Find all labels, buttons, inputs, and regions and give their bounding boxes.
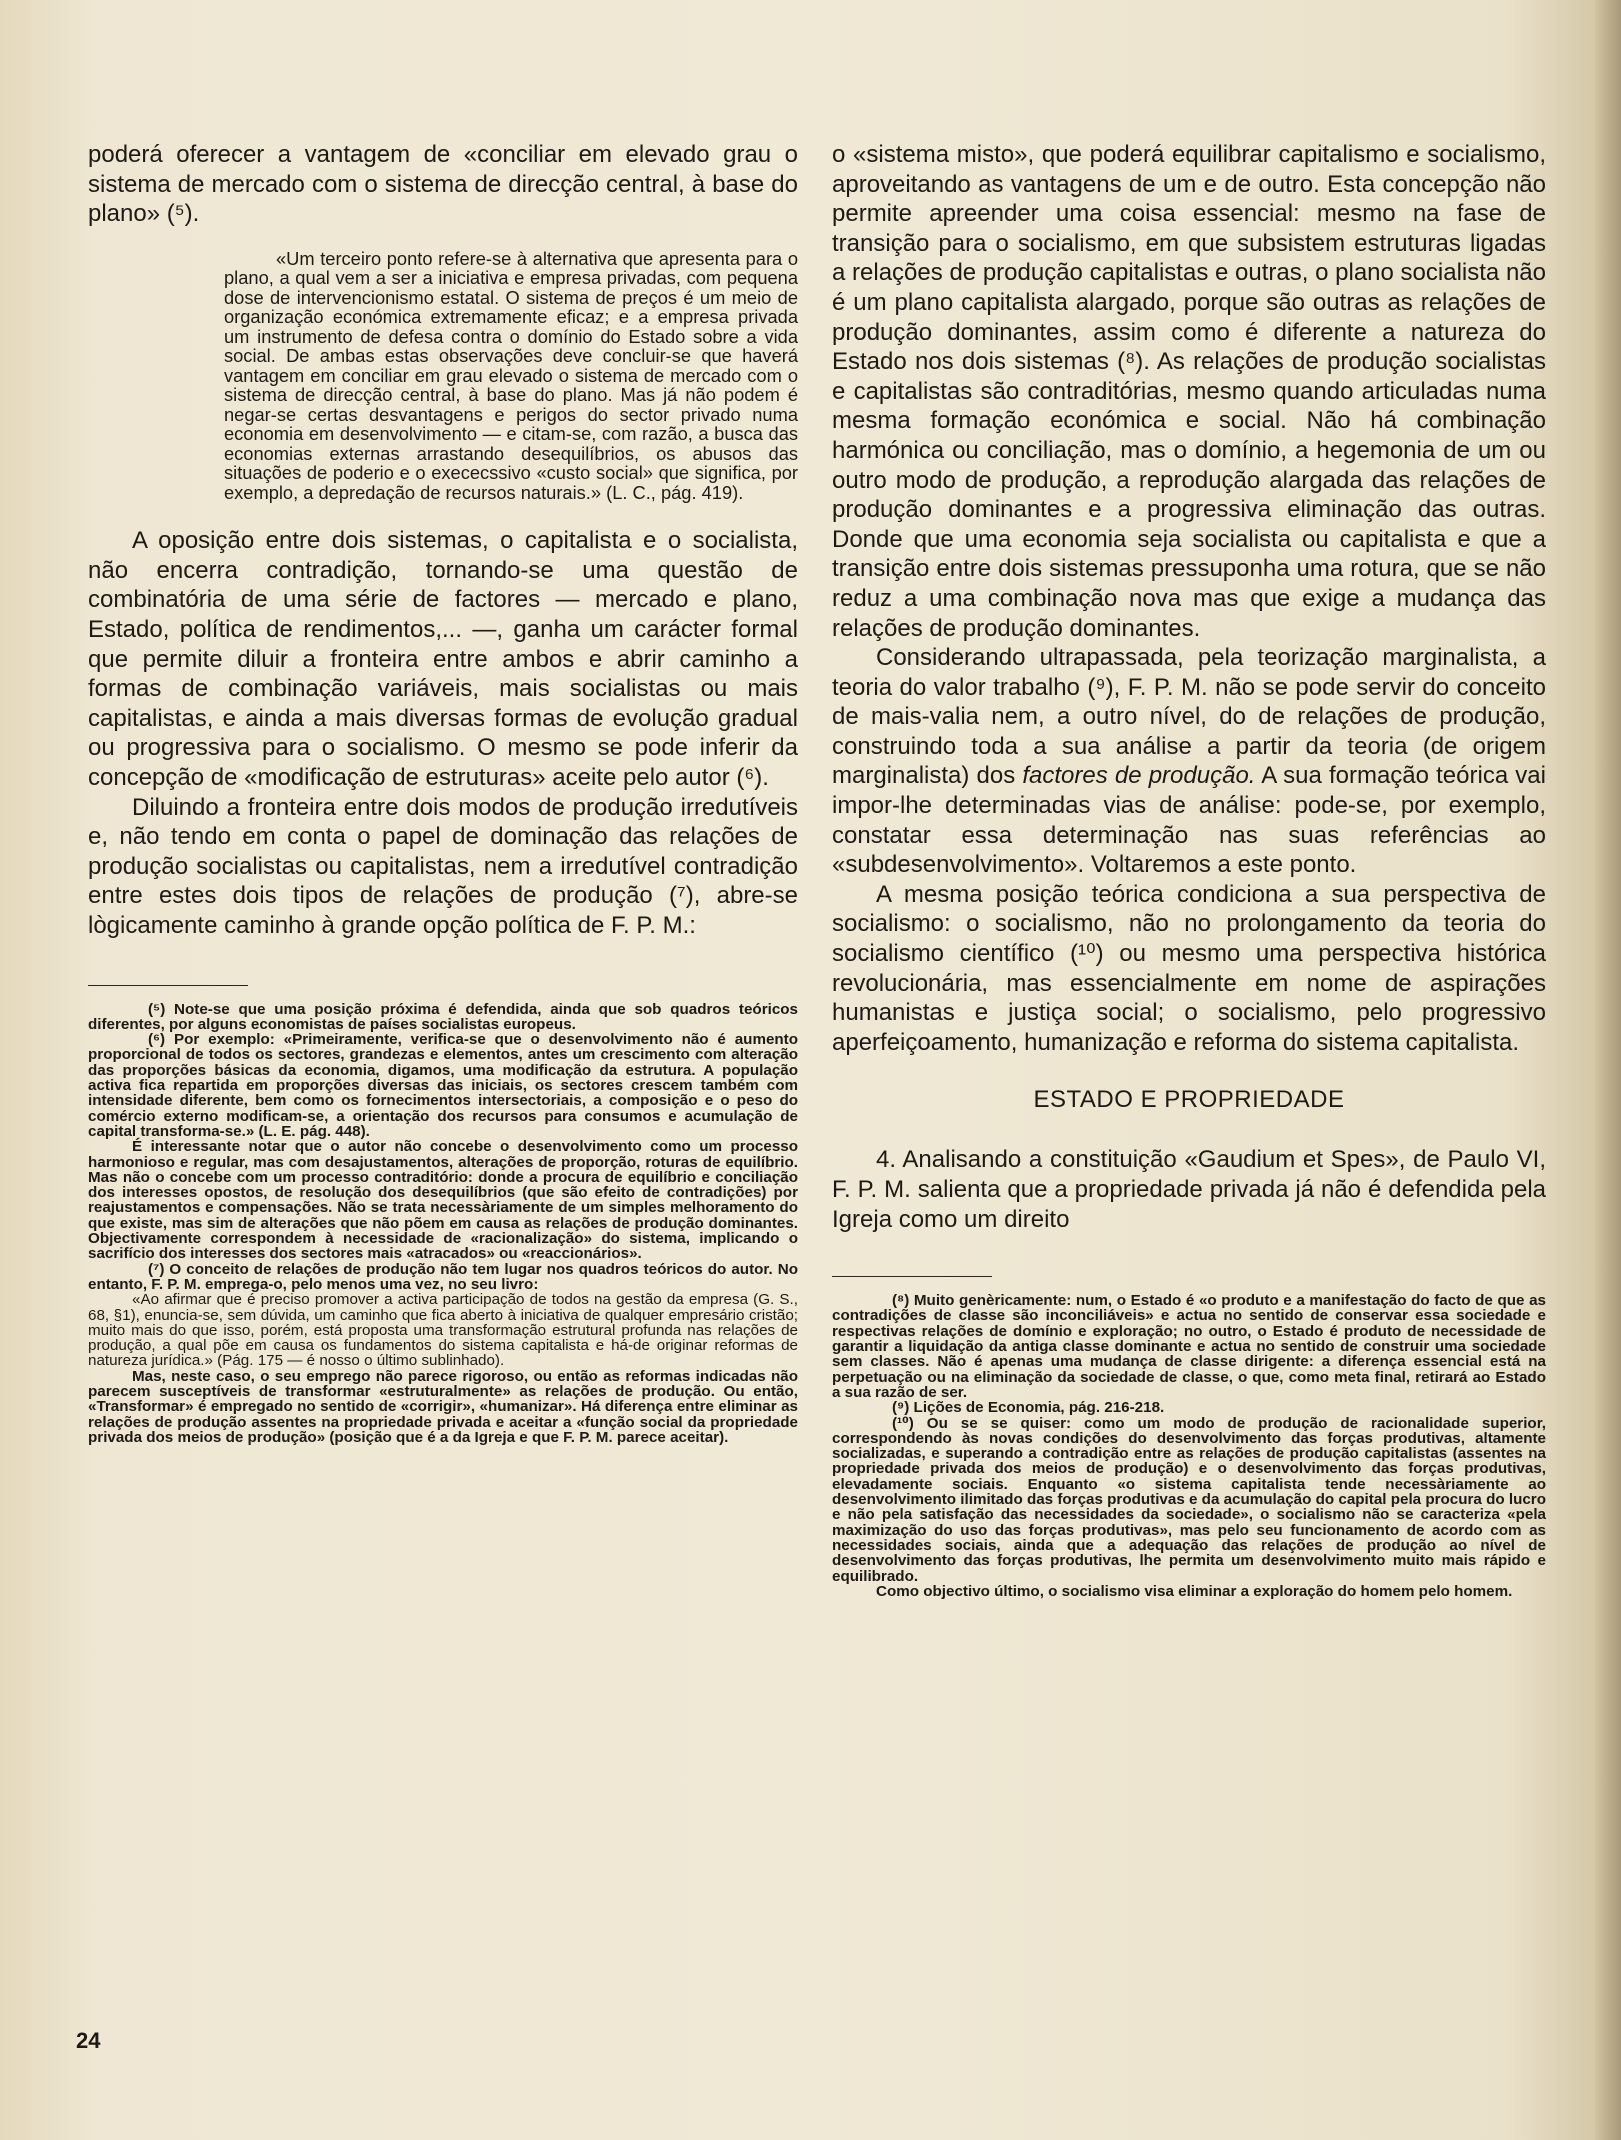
left-paragraph-2: A oposição entre dois sistemas, o capitalista e o socialista, não encerra contradição, tornando-se uma questão de combinatória de uma série de factores — mercado e plano, Estado, política de rendimentos,... —, ganha um carácter formal que permite diluir a fronteira entre ambos e abrir caminho a formas de combinação variáveis, mais socialistas ou mais capitalistas, e ainda a mais diversas formas de evolução gradual ou progressiva para o socialismo. O mesmo se pode inferir da concepção de «modificação de estruturas» aceite pelo autor (⁶). [88,527,798,792]
section-heading: ESTADO E PROPRIEDADE [1033,1086,1345,1114]
block-quote: «Um terceiro ponto refere-se à alternativa que apresenta para o plano, a qual vem a ser a iniciativa e empresa privadas, com pequena dose de intervencionismo estatal. O sistema de preços é um meio de organização económica extremamente eficaz; e a empresa privada um instrumento de defesa contra o domínio do Estado sobre a vida social. De ambas estas observações deve concluir-se que haverá vantagem em conciliar em grau elevado o sistema de mercado com o sistema de direcção central, à base do plano. Mas já não podem é negar-se certas desvantagens e perigos do sector privado numa economia em desenvolvimento — e citam-se, com razão, a busca das economias externas arrastando desequilíbrios, os abusos das situações de poderio e o exececssivo «custo social» que significa, por exemplo, a depredação de recursos naturais.» (L. C., pág. 419). [224,247,798,503]
right-paragraph-3: A mesma posição teórica condiciona a sua perspectiva de socialismo: o socialismo, não no prolongamento da teoria do socialismo científico (¹⁰) ou mesmo uma perspectiva histórica revolucionária, mas essencialmente em nome de aspirações humanistas e justiça social; o socialismo, pelo progressivo aperfeiçoamento, humanização e reforma do sistema capitalista. [832,880,1546,1056]
footnote-8: (⁸) Muito genèricamente: num, o Estado é «o produto e a manifestação do facto de que as contradições de classe são inconciliáveis» e actua no sentido de conservar essa sociedade e respectivas relações de domínio e exploração; no outro, o Estado é produto de necessidade de garantir a liquidação da antiga classe dominante e actua no sentido de construir uma sociedade sem classes. Não é apenas uma mudança de classe dirigente: a diferença essencial está na perpetuação ou na eliminação da sociedade de classe, o que, como meta final, retirará ao Estado a sua razão de ser. [832,1292,1546,1401]
page-number: 24 [76,2028,101,2053]
italic-term: factores de produção. [1022,762,1256,790]
left-paragraph-1: poderá oferecer a vantagem de «conciliar em elevado grau o sistema de mercado com o sistema de direcção central, à base do plano» (⁵). [88,141,798,228]
footnote-7-quote: «Ao afirmar que é preciso promover a activa participação de todos na gestão da empresa (G. S., 68, §1), enuncia-se, sem dúvida, um caminho que fica aberto à iniciativa de qualquer empresário cristão; muito mais do que isso, porém, está proposta uma transformação estrutural profunda nas relações de produção, a qual põe em causa os fundamentos do sistema capitalista e há-de originar reformas de natureza jurídica.» (Pág. 175 — é nosso o último sublinhado). [88,1291,798,1370]
footnote-6-continued: É interessante notar que o autor não concebe o desenvolvimento como um processo harmonioso e regular, mas com desajustamentos, alterações de proporção, roturas de equilíbrio. Mas não o concebe com um processo contraditório: donde a procura de equilíbrio e conciliação dos interesses opostos, de resolução dos desequilíbrios (que são efeito de contradições) por reajustamentos e compensações. Não se trata necessàriamente de um simples melhoramento do que existe, mas sim de alterações que não põem em causa as relações de produção dominantes. Objectivamente correspondem à necessidade de «racionalização» do sistema, implicando o sacrifício dos interesses dos sectores mais «atracados» ou «reaccionários». [88,1138,798,1263]
footnote-7: (⁷) O conceito de relações de produção não tem lugar nos quadros teóricos do autor. No entanto, F. P. M. emprega-o, pelo menos uma vez, no seu livro: [88,1260,798,1293]
page-edge-shadow [1595,0,1621,2140]
right-paragraph-1: o «sistema misto», que poderá equilibrar capitalismo e socialismo, aproveitando as vantagens de um e de outro. Esta concepção não permite apreender uma coisa essencial: mesmo na fase de transição para o socialismo, em que subsistem estruturas ligadas a relações de produção capitalistas e outras, o plano socialista não é um plano capitalista alargado, porque são outras as relações de produção dominantes, assim como é diferente a natureza do Estado nos dois sistemas (⁸). As relações de produção socialistas e capitalistas são contraditórias, mesmo quando articuladas numa mesma formação económica e social. Não há combinação harmónica ou conciliação, mas o domínio, a hegemonia de um ou outro modo de produção, a reprodução alargada das relações de produção dominantes e a progressiva eliminação das outras. Donde que uma economia seja socialista ou capitalista e que a transição entre dois sistemas pressuponha uma rotura, que se não reduz a uma combinação nova mas que exige a mudança das relações de produção dominantes. [832,141,1546,642]
right-paragraph-2-start: Considerando ultrapassada, pela teorização marginalista, a teoria do valor trabalho (⁹), F. P. M. não se pode servir do conceito de mais-valia nem, a outro nível, do de relações de produção, construindo toda a sua análise a partir da teoria (de origem marginalista) dos [832,644,1546,790]
right-footnotes [832,1293,1546,1599]
footnote-5: (⁵) Note-se que uma posição próxima é defendida, ainda que sob quadros teóricos diferentes, por alguns economistas de países socialistas europeus. [88,1000,798,1033]
left-footnotes [88,1002,798,1446]
left-paragraph-3: Diluindo a fronteira entre dois modos de produção irredutíveis e, não tendo em conta o papel de dominação das relações de produção socialistas ou capitalistas, nem a irredutível contradição entre estes dois tipos de relações de produção (⁷), abre-se lògicamente caminho à grande opção política de F. P. M.: [88,793,798,939]
footnote-10-continued: Como objectivo último, o socialismo visa eliminar a exploração do homem pelo homem. [876,1582,1513,1600]
left-column [88,140,798,1445]
right-paragraph-4: 4. Analisando a constituição «Gaudium et Spes», de Paulo VI, F. P. M. salienta que a propriedade privada já não é defendida pela Igreja como um direito [832,1146,1546,1233]
footnote-separator [88,985,248,986]
footnote-6: (⁶) Por exemplo: «Primeiramente, verifica-se que o desenvolvimento não é aumento proporcional de todos os sectores, grandezas e elementos, antes um crescimento com alteração das proporções básicas da economia, digamos, uma modificação da estrutura. A população activa fica repartida em proporções diversas das iniciais, os sectores crescem também com intensidade diferente, bem como os fornecimentos intersectoriais, a composição e o peso do comércio externo modificam-se, a orientação dos recursos para consumos e acumulação de capital transforma-se.» (L. E. pág. 448). [88,1031,798,1140]
footnote-7-continued: Mas, neste caso, o seu emprego não parece rigoroso, ou então as reformas indicadas não parecem susceptíveis de transformar «estruturalmente» as relações de produção. Ou então, «Transformar» é empregado no sentido de «corrigir», «humanizar». Há diferença entre eliminar as relações de produção assentes na propriedade privada e aceitar a «função social da propriedade privada dos meios de produção» (posição que é a da Igreja e que F. P. M. parece aceitar). [88,1367,798,1446]
footnote-separator [832,1276,992,1277]
footnote-10: (¹⁰) Ou se se quiser: como um modo de produção de racionalidade superior, correspondendo às novas condições do desenvolvimento das forças produtivas, altamente socializadas, e superando a contradição entre as relações de produção capitalistas (assentes na propriedade privada dos meios de produção) e o desenvolvimento das forças produtivas, elevadamente sociais. Enquanto «o sistema capitalista tende necessàriamente ao desenvolvimento ilimitado das forças produtivas e da acumulação do capital pela procura do lucro e não pela satisfação das necessidades da sociedade», o socialismo não se caracteriza «pela maximização do uso das forças produtivas», mas pelo seu funcionamento de acordo com as necessidades sociais, ainda que a adequação das relações de produção ao nível de desenvolvimento das forças produtivas, lhe permita um desenvolvimento muito mais rápido e equilibrado. [832,1414,1546,1585]
right-paragraph-2 [832,643,1546,880]
right-column [832,140,1546,1599]
footnote-9: (⁹) Lições de Economia, pág. 216-218. [892,1399,1165,1417]
right-paragraph-2-end: A sua formação teórica vai impor-lhe determinadas vias de análise: pode-se, por exemplo, constatar essa determinação nas suas referências ao «subdesenvolvimento». Voltaremos a este ponto. [832,762,1546,879]
